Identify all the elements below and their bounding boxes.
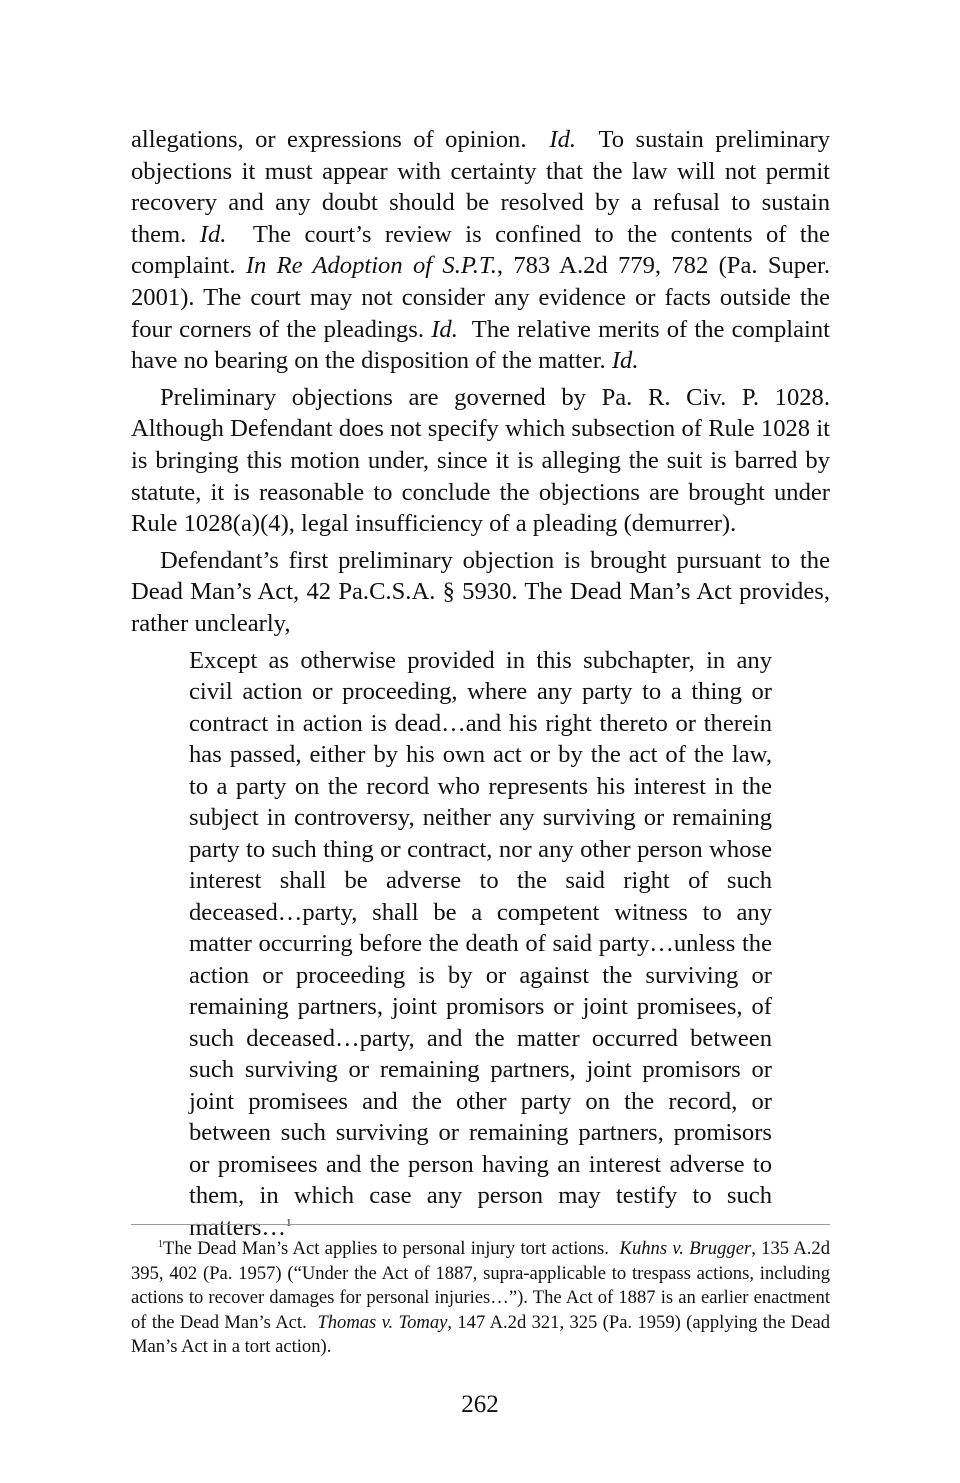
text-span: The Dead Man’s Act applies to personal injury tort actions.: [163, 1238, 609, 1259]
text-span: To sustain preliminary objections it must appear with certainty that the law will not permit recovery and any doubt should be resolved by a refusal to sustain them.: [131, 126, 831, 248]
case-name: In Re Adoption of S.P.T.: [245, 252, 497, 280]
paragraph-3: Defendant’s first preliminary objection is brought pursuant to the Dead Man’s Act, 42 Pa.C.S.A. § 5930. The Dead Man’s Act provides, rather unclearly,: [131, 546, 830, 637]
main-text: [131, 124, 830, 1243]
citation-id: Id.: [611, 347, 639, 375]
text-span: The court’s review is confined to the contents of the complaint.: [131, 220, 830, 280]
footnote-reference[interactable]: 1: [285, 1216, 292, 1229]
citation-id: Id.: [199, 220, 227, 248]
block-quote: [189, 645, 772, 1244]
footnote-divider: [131, 1224, 830, 1225]
text-span: , 147 A.2d 321, 325 (Pa. 1959) (applying the Dead Man’s Act in a tort action).: [131, 1311, 831, 1357]
text-span: allegations, or expressions of opinion.: [131, 126, 527, 153]
footnote-1: [131, 1237, 830, 1360]
paragraph-1: [131, 124, 830, 377]
text-span: , 135 A.2d 395, 402 (Pa. 1957) (“Under the Act of 1887, supra-applicable to trespass actions, including actions to recover damages for personal injuries…”). The Act of 1887 is an earlier enactment of the Dead Man’s Act.: [131, 1238, 831, 1333]
text-span: , 783 A.2d 779, 782 (Pa. Super. 2001). The court may not consider any evidence or facts outside the four corners of the pleadings.: [131, 252, 831, 343]
case-name: Kuhns v. Brugger: [619, 1238, 752, 1259]
footnote-marker: 1: [158, 1239, 163, 1250]
quote-text: Except as otherwise provided in this subchapter, in any civil action or proceeding, where any party to a thing or contract in action is dead…and his right thereto or therein has passed, either by his own act or by the act of the law, to a party on the record who represents his interest in the subject in controversy, neither any surviving or remaining party to such thing or contract, nor any other person whose interest shall be adverse to the said right of such deceased…party, shall be a competent witness to any matter occurring before the death of said party…unless the action or proceeding is by or against the surviving or remaining partners, joint promisors or joint promisees, of such deceased…party, and the matter occurred between such surviving or remaining partners, joint promisors or joint promisees and the other party on the record, or between such surviving or remaining partners, promisors or promisees and the person having an interest adverse to them, in which case any person may testify to such matters…: [189, 646, 772, 1241]
text-span: The relative merits of the complaint have no bearing on the disposition of the matter.: [131, 315, 830, 375]
case-name: Thomas v. Tomay: [317, 1311, 448, 1333]
paragraph-2: Preliminary objections are governed by Pa. R. Civ. P. 1028. Although Defendant does not specify which subsection of Rule 1028 it is bringing this motion under, since it is alleging the suit is barred by statute, it is reasonable to conclude the objections are brought under Rule 1028(a)(4), legal insufficiency of a pleading (demurrer).: [131, 383, 830, 538]
citation-id: Id.: [431, 315, 458, 343]
page-number: 262: [461, 1391, 499, 1418]
citation-id: Id.: [549, 126, 577, 153]
